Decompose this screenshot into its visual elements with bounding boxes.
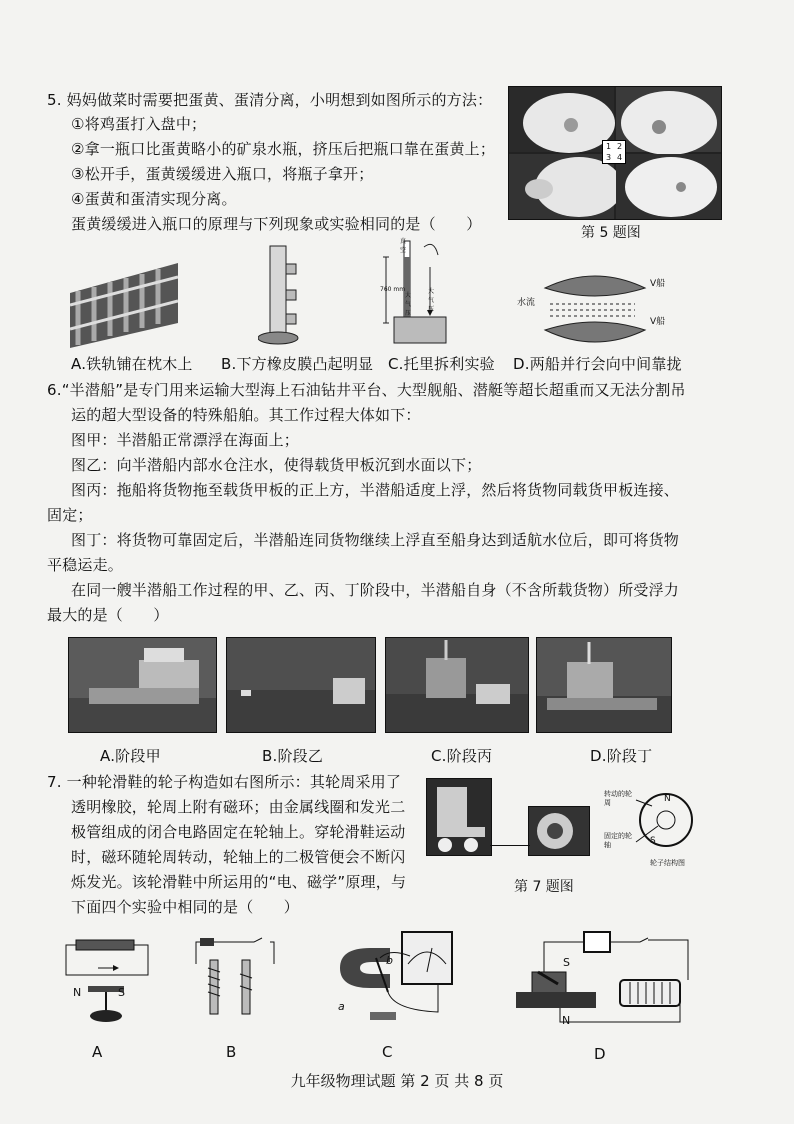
q7-line-5: 烁发光。该轮滑鞋中所运用的“电、磁学”原理，与 xyxy=(71,873,407,891)
q6-option-c: C.阶段丙 xyxy=(431,747,493,765)
q7-wheel-s: S xyxy=(650,836,656,846)
q7-skate-photo xyxy=(426,778,492,856)
q7-label-rotating-rim: 转动的轮周 xyxy=(604,790,632,807)
q5-step-4: ④蛋黄和蛋清实现分离。 xyxy=(71,190,237,208)
q7-label-d: D xyxy=(594,1045,606,1063)
q6-line-2: 运的超大型设备的特殊船舶。其工作过程大体如下： xyxy=(71,406,421,424)
q7-line-4: 时，磁环随轮周转动，轮轴上的二极管便会不断闪 xyxy=(71,848,406,866)
q6-line-7: 图丁：将货物可靠固定后，半潜船连同货物继续上浮直至船身达到适航水位后，即可将货物 xyxy=(71,531,680,549)
q5-two-ships-image xyxy=(540,270,650,348)
q7-wheel-caption: 轮子结构图 xyxy=(650,859,685,867)
q5-torricelli-760: 760 mm xyxy=(380,286,406,293)
q7-fig-d-n: N xyxy=(562,1014,571,1027)
q5-step-1: ①将鸡蛋打入盘中； xyxy=(71,115,207,133)
q5-option-c: C.托里拆利实验 xyxy=(388,355,495,373)
q6-line-3: 图甲：半潜船正常漂浮在海面上； xyxy=(71,431,300,449)
q5-quadrant-1: 1 xyxy=(605,142,612,151)
q5-quadrant-key xyxy=(602,140,626,164)
q6-option-d: D.阶段丁 xyxy=(590,747,653,765)
q5-stem: 5. 妈妈做菜时需要把蛋黄、蛋清分离，小明想到如图所示的方法： xyxy=(47,91,493,109)
q5-rail-image xyxy=(70,263,178,348)
q6-line-9: 在同一艘半潜船工作过程的甲、乙、丙、丁阶段中，半潜船自身（不含所载货物）所受浮力 xyxy=(71,581,680,599)
q7-figure-c xyxy=(330,928,460,1030)
q5-ship-v2: V船 xyxy=(650,317,666,327)
q7-line-3: 极管组成的闭合电路固定在轮轴上。穿轮滑鞋运动 xyxy=(71,823,406,841)
q7-line-1: 7. 一种轮滑鞋的轮子构造如右图所示：其轮周采用了 xyxy=(47,773,402,791)
q5-ship-v1: V船 xyxy=(650,279,666,289)
q5-quadrant-2: 2 xyxy=(616,142,623,151)
q7-fig-c-a: a xyxy=(338,1000,345,1013)
q5-option-d: D.两船并行会向中间靠拢 xyxy=(513,355,682,373)
q7-fig-c-b: b xyxy=(386,954,393,967)
q5-torricelli-air-2: 大气压 xyxy=(428,288,435,313)
q5-quadrant-3: 3 xyxy=(605,153,612,162)
q5-option-a: A.铁轨铺在枕木上 xyxy=(71,355,193,373)
q7-fig-a-n: N xyxy=(73,986,82,999)
q7-label-fixed-axle: 固定的轮轴 xyxy=(604,832,632,849)
q7-fig-a-s: S xyxy=(118,986,125,999)
q6-line-5: 图丙：拖船将货物拖至载货甲板的正上方，半潜船适度上浮，然后将货物同载货甲板连接、 xyxy=(71,481,680,499)
q7-fig-d-s: S xyxy=(563,956,570,969)
q6-line-4: 图乙：向半潜船内部水仓注水，使得载货甲板沉到水面以下； xyxy=(71,456,482,474)
q6-photo-stage-c xyxy=(385,637,529,733)
q6-line-6: 固定； xyxy=(47,506,93,524)
q6-option-a: A.阶段甲 xyxy=(100,747,161,765)
q7-line-2: 透明橡胶，轮周上附有磁环；由金属线圈和发光二 xyxy=(71,798,406,816)
q6-photo-stage-b xyxy=(226,637,376,733)
q5-torricelli-air-1: 大气压 xyxy=(405,292,412,317)
q5-step-3: ③松开手，蛋黄缓缓进入瓶口，将瓶子拿开； xyxy=(71,165,374,183)
page-footer: 九年级物理试题 第 2 页 共 8 页 xyxy=(290,1072,504,1090)
q5-step-2: ②拿一瓶口比蛋黄略小的矿泉水瓶，挤压后把瓶口靠在蛋黄上； xyxy=(71,140,496,158)
q7-figure-caption: 第 7 题图 xyxy=(514,879,574,895)
q7-wheel-photo xyxy=(528,806,590,856)
q7-label-b: B xyxy=(226,1043,237,1061)
q6-photo-stage-d xyxy=(536,637,672,733)
q6-line-1: 6.“半潜船”是专门用来运输大型海上石油钻井平台、大型舰船、潜艇等超长超重而又无法分割吊 xyxy=(47,381,686,399)
q5-ship-flow: 水流 xyxy=(517,298,536,308)
q5-option-b: B.下方橡皮膜凸起明显 xyxy=(221,355,374,373)
q7-figure-b xyxy=(190,930,282,1026)
q5-figure-caption: 第 5 题图 xyxy=(581,225,641,241)
q6-line-8: 平稳运走。 xyxy=(47,556,124,574)
q7-figure-a xyxy=(58,934,154,1026)
q5-question: 蛋黄缓缓进入瓶口的原理与下列现象或实验相同的是（ ） xyxy=(71,215,482,233)
q5-torricelli-vacuum: 真空 xyxy=(400,238,407,254)
q7-label-a: A xyxy=(92,1043,103,1061)
q7-figure-d xyxy=(512,930,692,1026)
q7-pointer-line xyxy=(490,845,530,850)
q7-line-6: 下面四个实验中相同的是（ ） xyxy=(71,898,300,916)
q6-option-b: B.阶段乙 xyxy=(262,747,324,765)
q6-photo-stage-a xyxy=(68,637,217,733)
q5-rubber-membrane-image xyxy=(258,244,306,346)
q5-quadrant-4: 4 xyxy=(616,153,623,162)
q7-label-c: C xyxy=(382,1043,393,1061)
q6-line-10: 最大的是（ ） xyxy=(47,606,169,624)
q7-wheel-n: N xyxy=(664,794,671,804)
